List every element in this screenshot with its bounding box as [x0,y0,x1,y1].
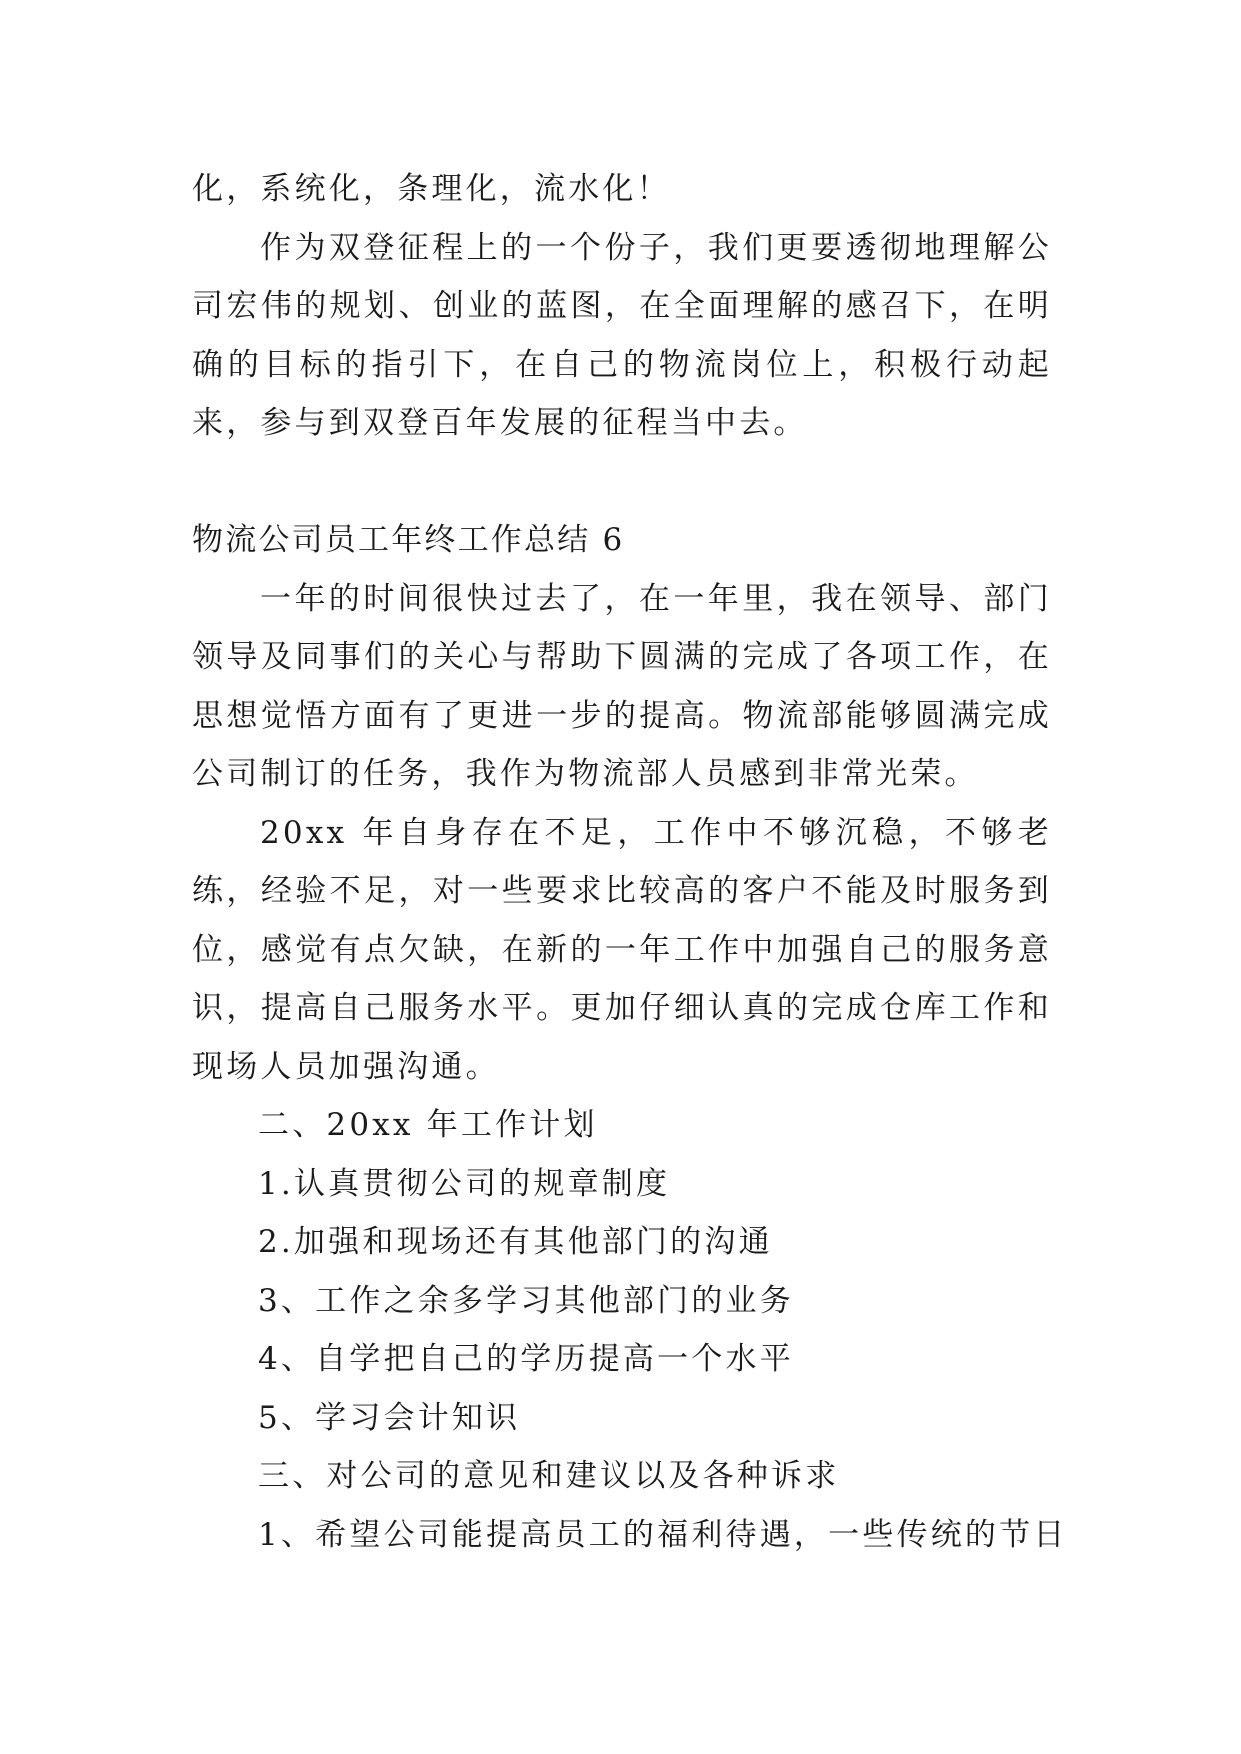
continuation-line: 化，系统化，条理化，流水化！ [192,171,671,207]
document-body [192,160,1068,1564]
plan-item-1: 1.认真贯彻公司的规章制度 [258,1165,671,1202]
paragraph-3: 20xx 年自身存在不足，工作中不够沉稳，不够老练，经验不足，对一些要求比较高的客户不能及时服务到位，感觉有点欠缺，在新的一年工作中加强自己的服务意识，提高自己服务水平。更加仔细认真的完成仓库工作和现场人员加强沟通。 [192,814,1052,1085]
plan-item-4: 4、自学把自己的学历提高一个水平 [258,1341,794,1377]
suggestions-heading: 三、对公司的意见和建议以及各种诉求 [258,1458,840,1494]
plan-item-5: 5、学习会计知识 [258,1399,521,1436]
plan-item-3: 3、工作之余多学习其他部门的业务 [258,1282,794,1319]
section-title: 物流公司员工年终工作总结 6 [192,522,625,558]
plan-item-2: 2.加强和现场还有其他部门的沟通 [258,1224,773,1260]
paragraph-2: 一年的时间很快过去了，在一年里，我在领导、部门领导及同事们的关心与帮助下圆满的完成了各项工作，在思想觉悟方面有了更进一步的提高。物流部能够圆满完成公司制订的任务，我作为物流部人员感到非常光荣。 [192,580,1052,792]
paragraph-1: 作为双登征程上的一个份子，我们更要透彻地理解公司宏伟的规划、创业的蓝图，在全面理解的感召下，在明确的目标的指引下，在自己的物流岗位上，积极行动起来，参与到双登百年发展的征程当中去。 [192,229,1052,441]
suggestion-1: 1、希望公司能提高员工的福利待遇，一些传统的节日 [258,1516,1068,1553]
blank-line [192,453,1052,512]
plan-heading: 二、20xx 年工作计划 [258,1107,598,1143]
